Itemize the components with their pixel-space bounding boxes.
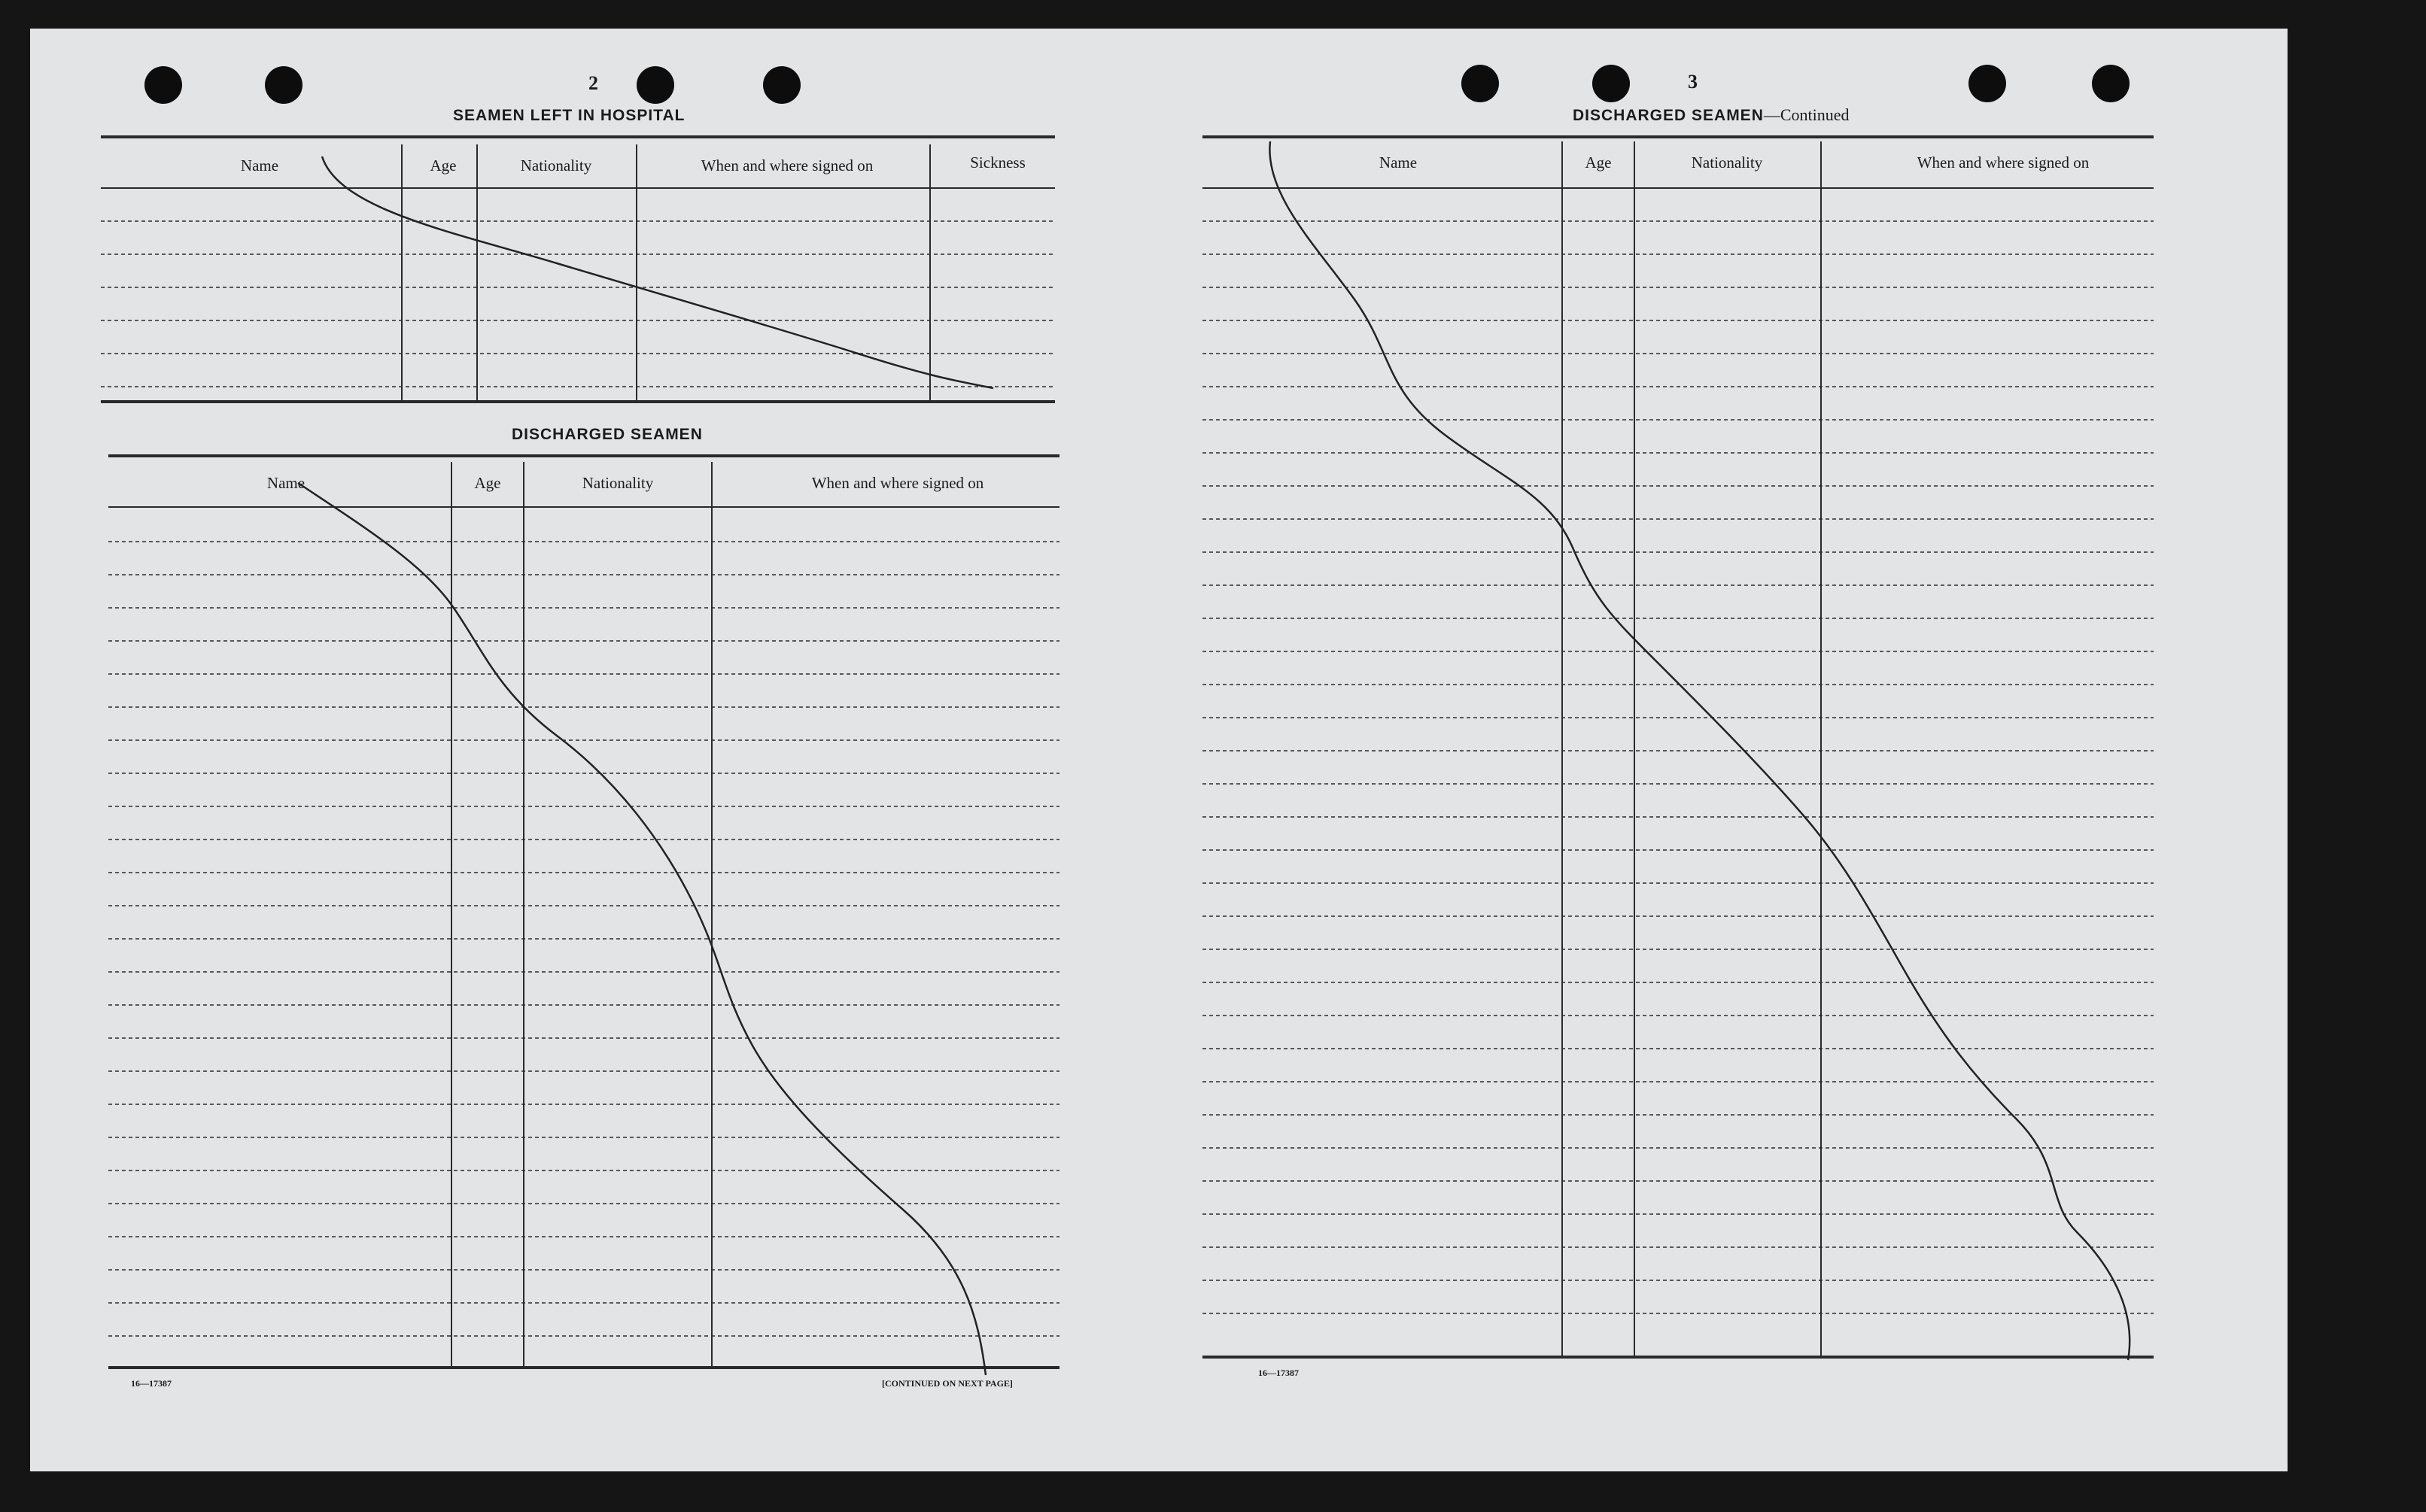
document-sheet (30, 29, 2288, 1471)
column-header-signed-on: When and where signed on (811, 474, 984, 492)
form-table-lines (30, 29, 2288, 1471)
form-number: 16—17387 (1258, 1368, 1299, 1378)
column-header-signed-on: When and where signed on (1917, 153, 2090, 172)
column-header-sickness: Sickness (970, 153, 1026, 172)
column-header-name: Name (240, 156, 279, 175)
page-number: 2 (588, 72, 598, 94)
section-title-hospital: SEAMEN LEFT IN HOSPITAL (453, 107, 686, 124)
discharged-table-left (108, 456, 1059, 1368)
page-number: 3 (1688, 71, 1698, 93)
column-header-nationality: Nationality (1691, 153, 1763, 172)
pen-strike-marks (298, 141, 2130, 1375)
section-title-discharged: DISCHARGED SEAMEN (512, 426, 703, 443)
column-header-nationality: Nationality (520, 156, 592, 175)
continued-note: [CONTINUED ON NEXT PAGE] (882, 1378, 1013, 1389)
section-title: DISCHARGED SEAMEN (1573, 107, 1764, 124)
column-header-nationality: Nationality (582, 474, 654, 492)
section-title-suffix: —Continued (1763, 105, 1850, 124)
column-header-age: Age (1585, 153, 1612, 172)
discharged-table-right (1202, 137, 2154, 1357)
column-header-name: Name (266, 474, 306, 492)
column-header-age: Age (474, 474, 501, 492)
column-header-signed-on: When and where signed on (701, 156, 874, 175)
form-number: 16—17387 (131, 1378, 172, 1389)
column-header-age: Age (430, 156, 457, 175)
column-header-name: Name (1379, 153, 1418, 172)
